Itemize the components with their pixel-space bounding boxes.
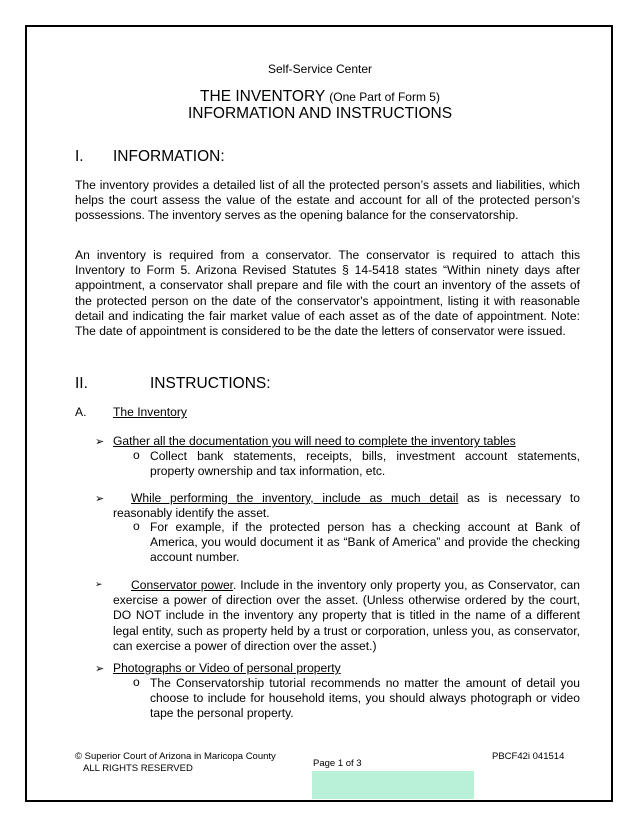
center-name: Self-Service Center — [267, 62, 373, 76]
bullet-2-text — [113, 491, 580, 521]
bullet-2-underlined: While performing the inventory, include as much detail — [131, 491, 459, 505]
bullet-3-underlined: Conservator power — [131, 578, 234, 592]
document-title — [0, 88, 640, 106]
section2-number: II. — [75, 375, 88, 392]
bullet-4-sub-text: The Conservatorship tutorial recommends no matter the amount of detail you choose to include for household items, you should always photograph or video tape the personal property. — [150, 676, 580, 721]
document-subtitle: INFORMATION AND INSTRUCTIONS — [187, 105, 453, 122]
subsection-letter: A. — [75, 405, 87, 419]
bullet-3-marker: ➢ — [95, 579, 103, 589]
bullet-2-sub-marker: o — [133, 519, 140, 533]
page-number: Page 1 of 3 — [313, 758, 362, 769]
bullet-2-marker: ➢ — [95, 493, 105, 505]
footer-copyright: © Superior Court of Arizona in Maricopa County — [75, 751, 276, 762]
title-sub: (One Part of Form 5) — [329, 90, 440, 104]
bullet-1-marker: ➢ — [95, 436, 105, 448]
bullet-2-rest: as is necessary to reasonably identify the asset. — [113, 491, 580, 521]
title-main: THE INVENTORY — [200, 88, 325, 105]
bullet-2-sub-text: For example, if the protected person has a checking account at Bank of America, you would document it as “Bank of America” and provide the checking account number. — [150, 520, 580, 565]
bullet-4-marker: ➢ — [95, 663, 105, 675]
section1-number: I. — [75, 148, 84, 165]
section1-paragraph-2: An inventory is required from a conservator. The conservator is required to attach this Inventory to Form 5. Arizona Revised Statutes § 14-5418 states “Within ninety days after appointment, a conservator shall prepare and file with the court an inventory of the assets of the protected person on the date of the conservator's appointment, listing it with reasonable detail and indicating the fair market value of each asset as of the date of appointment. Note: The date of appointment is considered to be the date the letters of conservator were issued. — [75, 248, 580, 339]
bullet-4-text: Photographs or Video of personal property — [113, 661, 341, 675]
footer-rights: ALL RIGHTS RESERVED — [83, 763, 193, 774]
footer-highlight-box — [312, 771, 474, 799]
bullet-1-sub-marker: o — [133, 448, 140, 462]
form-code: PBCF42i 041514 — [492, 751, 565, 762]
section1-heading: INFORMATION: — [113, 148, 225, 165]
bullet-3-text — [113, 578, 580, 654]
subsection-heading: The Inventory — [113, 405, 187, 419]
section1-paragraph-1: The inventory provides a detailed list of all the protected person’s assets and liabilities, which helps the court assess the value of the estate and account for all of the protected person’s possessions. The inventory serves as the opening balance for the conservatorship. — [75, 178, 580, 223]
bullet-4-sub-marker: o — [133, 675, 140, 689]
bullet-1-sub-text: Collect bank statements, receipts, bills, investment account statements, property ownership and tax information, etc. — [150, 449, 580, 479]
bullet-1-text: Gather all the documentation you will need to complete the inventory tables — [113, 434, 516, 448]
bullet-3-rest: . Include in the inventory only property you, as Conservator, can exercise a power of direction over the asset. (Unless otherwise ordered by the court, DO NOT include in the inventory any property that is titled in the name of a different legal entity, such as property held by a trust or corporation, unless you, as conservator, can exercise a power of direction over the asset.) — [113, 578, 580, 653]
section2-heading: INSTRUCTIONS: — [150, 375, 271, 392]
